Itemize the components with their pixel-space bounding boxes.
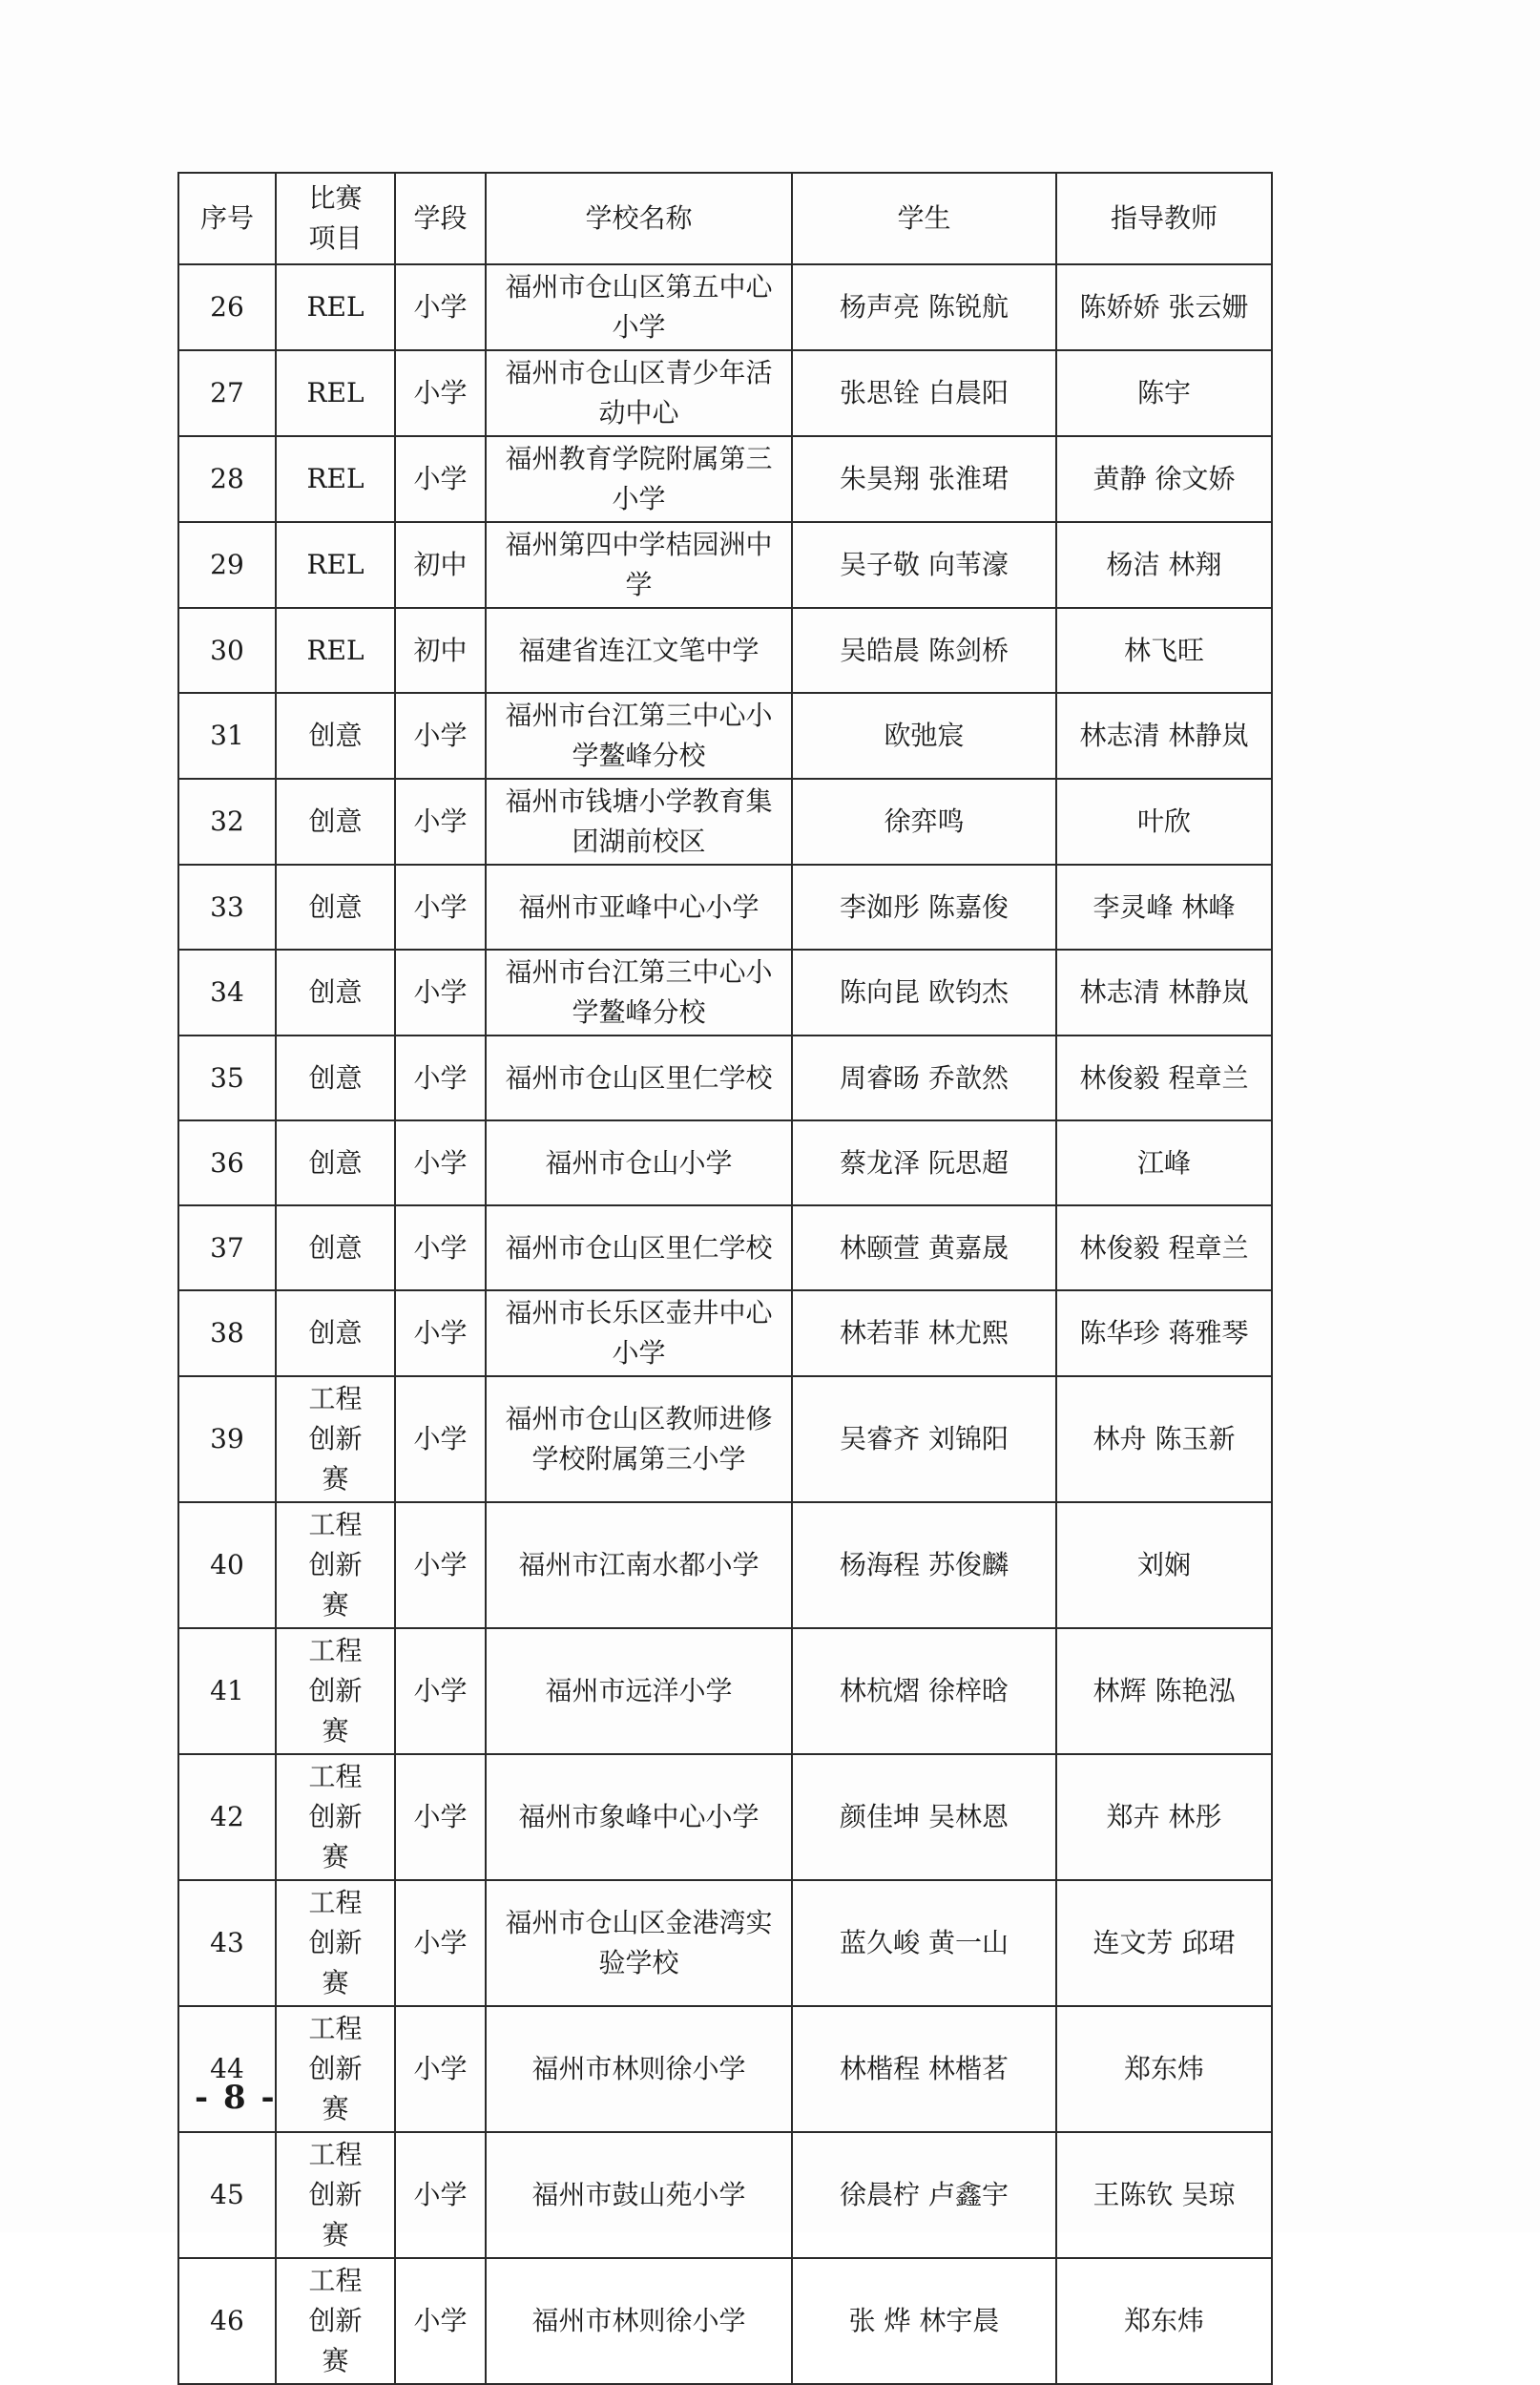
cell-teacher: 王陈钦 吴琼	[1056, 2132, 1272, 2258]
cell-no: 40	[178, 1502, 276, 1628]
cell-school: 福州市远洋小学	[486, 1628, 792, 1754]
cell-item: 创意	[276, 950, 395, 1036]
cell-stage: 小学	[395, 1036, 486, 1120]
cell-teacher: 陈华珍 蒋雅琴	[1056, 1290, 1272, 1376]
cell-stage: 小学	[395, 1376, 486, 1502]
cell-item: 工程创新赛	[276, 1880, 395, 2006]
cell-item: 创意	[276, 865, 395, 950]
cell-student: 徐晨柠 卢鑫宇	[792, 2132, 1056, 2258]
page-number: - 8 -	[195, 2079, 277, 2117]
header-item: 比赛项目	[276, 173, 395, 264]
cell-no: 39	[178, 1376, 276, 1502]
cell-school: 福州市仓山区教师进修学校附属第三小学	[486, 1376, 792, 1502]
header-teacher: 指导教师	[1056, 173, 1272, 264]
table-row	[178, 1754, 1272, 1880]
cell-no: 42	[178, 1754, 276, 1880]
cell-student: 林颐萱 黄嘉晟	[792, 1205, 1056, 1290]
table-row	[178, 1036, 1272, 1120]
cell-stage: 小学	[395, 1290, 486, 1376]
table-row	[178, 2132, 1272, 2258]
cell-student: 吴子敬 向苇濠	[792, 522, 1056, 608]
cell-item: 工程创新赛	[276, 1628, 395, 1754]
cell-stage: 小学	[395, 264, 486, 350]
cell-stage: 小学	[395, 693, 486, 779]
cell-school: 福州市鼓山苑小学	[486, 2132, 792, 2258]
table-row	[178, 350, 1272, 436]
cell-student: 林若菲 林尤熙	[792, 1290, 1056, 1376]
cell-item: REL	[276, 264, 395, 350]
cell-school: 福建省连江文笔中学	[486, 608, 792, 693]
table-row	[178, 1880, 1272, 2006]
cell-student: 吴睿齐 刘锦阳	[792, 1376, 1056, 1502]
cell-school: 福州教育学院附属第三小学	[486, 436, 792, 522]
cell-teacher: 林辉 陈艳泓	[1056, 1628, 1272, 1754]
cell-school: 福州市仓山区金港湾实验学校	[486, 1880, 792, 2006]
cell-stage: 初中	[395, 522, 486, 608]
cell-stage: 小学	[395, 950, 486, 1036]
table-row	[178, 1120, 1272, 1205]
cell-teacher: 郑卉 林彤	[1056, 1754, 1272, 1880]
header-student: 学生	[792, 173, 1056, 264]
cell-no: 27	[178, 350, 276, 436]
cell-student: 蓝久峻 黄一山	[792, 1880, 1056, 2006]
cell-no: 45	[178, 2132, 276, 2258]
table-row	[178, 2258, 1272, 2384]
cell-item: REL	[276, 522, 395, 608]
table-row	[178, 1376, 1272, 1502]
cell-no: 41	[178, 1628, 276, 1754]
cell-student: 吴皓晨 陈剑桥	[792, 608, 1056, 693]
table-header	[178, 173, 1272, 264]
table-row	[178, 1628, 1272, 1754]
cell-student: 林杭熠 徐梓晗	[792, 1628, 1056, 1754]
cell-item: 工程创新赛	[276, 1502, 395, 1628]
cell-no: 34	[178, 950, 276, 1036]
cell-teacher: 郑东炜	[1056, 2006, 1272, 2132]
cell-student: 颜佳坤 吴林恩	[792, 1754, 1056, 1880]
cell-stage: 小学	[395, 1120, 486, 1205]
cell-student: 杨海程 苏俊麟	[792, 1502, 1056, 1628]
cell-student: 蔡龙泽 阮思超	[792, 1120, 1056, 1205]
cell-teacher: 杨洁 林翔	[1056, 522, 1272, 608]
cell-item: 创意	[276, 1120, 395, 1205]
cell-no: 31	[178, 693, 276, 779]
cell-stage: 小学	[395, 865, 486, 950]
table-row	[178, 264, 1272, 350]
cell-stage: 小学	[395, 350, 486, 436]
cell-school: 福州市钱塘小学教育集团湖前校区	[486, 779, 792, 865]
cell-item: 创意	[276, 693, 395, 779]
cell-teacher: 李灵峰 林峰	[1056, 865, 1272, 950]
cell-student: 张思铨 白晨阳	[792, 350, 1056, 436]
cell-teacher: 黄静 徐文娇	[1056, 436, 1272, 522]
cell-school: 福州市台江第三中心小学鳌峰分校	[486, 693, 792, 779]
cell-school: 福州市林则徐小学	[486, 2006, 792, 2132]
cell-no: 33	[178, 865, 276, 950]
cell-teacher: 江峰	[1056, 1120, 1272, 1205]
cell-stage: 小学	[395, 1754, 486, 1880]
cell-student: 周睿旸 乔歆然	[792, 1036, 1056, 1120]
cell-item: 工程创新赛	[276, 2006, 395, 2132]
cell-item: REL	[276, 608, 395, 693]
cell-stage: 小学	[395, 1502, 486, 1628]
cell-teacher: 林舟 陈玉新	[1056, 1376, 1272, 1502]
cell-school: 福州市长乐区壶井中心小学	[486, 1290, 792, 1376]
cell-stage: 小学	[395, 2258, 486, 2384]
table-row	[178, 1205, 1272, 1290]
table-row	[178, 2006, 1272, 2132]
table-body	[178, 264, 1272, 2384]
header-row	[178, 173, 1272, 264]
header-school: 学校名称	[486, 173, 792, 264]
cell-no: 32	[178, 779, 276, 865]
cell-student: 张 烨 林宇晨	[792, 2258, 1056, 2384]
cell-stage: 小学	[395, 1205, 486, 1290]
cell-no: 36	[178, 1120, 276, 1205]
cell-no: 28	[178, 436, 276, 522]
table-row	[178, 1502, 1272, 1628]
cell-item: 创意	[276, 1036, 395, 1120]
cell-student: 朱昊翔 张淮珺	[792, 436, 1056, 522]
cell-no: 30	[178, 608, 276, 693]
cell-school: 福州市林则徐小学	[486, 2258, 792, 2384]
table-row	[178, 436, 1272, 522]
cell-teacher: 林志清 林静岚	[1056, 950, 1272, 1036]
cell-item: REL	[276, 350, 395, 436]
cell-item: 创意	[276, 1290, 395, 1376]
cell-student: 林楷程 林楷茗	[792, 2006, 1056, 2132]
cell-school: 福州市台江第三中心小学鳌峰分校	[486, 950, 792, 1036]
cell-teacher: 连文芳 邱珺	[1056, 1880, 1272, 2006]
cell-no: 44	[178, 2006, 276, 2132]
cell-stage: 小学	[395, 2132, 486, 2258]
cell-stage: 初中	[395, 608, 486, 693]
cell-no: 46	[178, 2258, 276, 2384]
cell-student: 徐弈鸣	[792, 779, 1056, 865]
cell-teacher: 陈宇	[1056, 350, 1272, 436]
cell-teacher: 林俊毅 程章兰	[1056, 1205, 1272, 1290]
cell-item: REL	[276, 436, 395, 522]
cell-stage: 小学	[395, 779, 486, 865]
table-row	[178, 608, 1272, 693]
cell-school: 福州市仓山区青少年活动中心	[486, 350, 792, 436]
table-row	[178, 522, 1272, 608]
cell-teacher: 陈娇娇 张云姗	[1056, 264, 1272, 350]
cell-no: 26	[178, 264, 276, 350]
table-row	[178, 693, 1272, 779]
cell-no: 43	[178, 1880, 276, 2006]
cell-school: 福州市亚峰中心小学	[486, 865, 792, 950]
cell-item: 工程创新赛	[276, 1376, 395, 1502]
cell-school: 福州市江南水都小学	[486, 1502, 792, 1628]
cell-teacher: 郑东炜	[1056, 2258, 1272, 2384]
cell-stage: 小学	[395, 436, 486, 522]
cell-no: 29	[178, 522, 276, 608]
cell-school: 福州市仓山区里仁学校	[486, 1036, 792, 1120]
table-row	[178, 779, 1272, 865]
cell-teacher: 林飞旺	[1056, 608, 1272, 693]
cell-no: 38	[178, 1290, 276, 1376]
cell-school: 福州市仓山区里仁学校	[486, 1205, 792, 1290]
cell-student: 杨声亮 陈锐航	[792, 264, 1056, 350]
cell-teacher: 刘娴	[1056, 1502, 1272, 1628]
cell-school: 福州第四中学桔园洲中学	[486, 522, 792, 608]
cell-stage: 小学	[395, 2006, 486, 2132]
cell-teacher: 林志清 林静岚	[1056, 693, 1272, 779]
cell-teacher: 林俊毅 程章兰	[1056, 1036, 1272, 1120]
header-stage: 学段	[395, 173, 486, 264]
cell-item: 工程创新赛	[276, 2258, 395, 2384]
award-table	[177, 172, 1273, 2385]
header-no: 序号	[178, 173, 276, 264]
table-row	[178, 950, 1272, 1036]
cell-student: 欧弛宸	[792, 693, 1056, 779]
cell-stage: 小学	[395, 1628, 486, 1754]
cell-teacher: 叶欣	[1056, 779, 1272, 865]
cell-item: 创意	[276, 779, 395, 865]
cell-school: 福州市仓山区第五中心小学	[486, 264, 792, 350]
cell-student: 陈向昆 欧钧杰	[792, 950, 1056, 1036]
cell-item: 工程创新赛	[276, 2132, 395, 2258]
cell-no: 37	[178, 1205, 276, 1290]
cell-no: 35	[178, 1036, 276, 1120]
cell-school: 福州市仓山小学	[486, 1120, 792, 1205]
cell-student: 李洳彤 陈嘉俊	[792, 865, 1056, 950]
cell-stage: 小学	[395, 1880, 486, 2006]
cell-school: 福州市象峰中心小学	[486, 1754, 792, 1880]
cell-item: 创意	[276, 1205, 395, 1290]
cell-item: 工程创新赛	[276, 1754, 395, 1880]
table-row	[178, 865, 1272, 950]
table-row	[178, 1290, 1272, 1376]
